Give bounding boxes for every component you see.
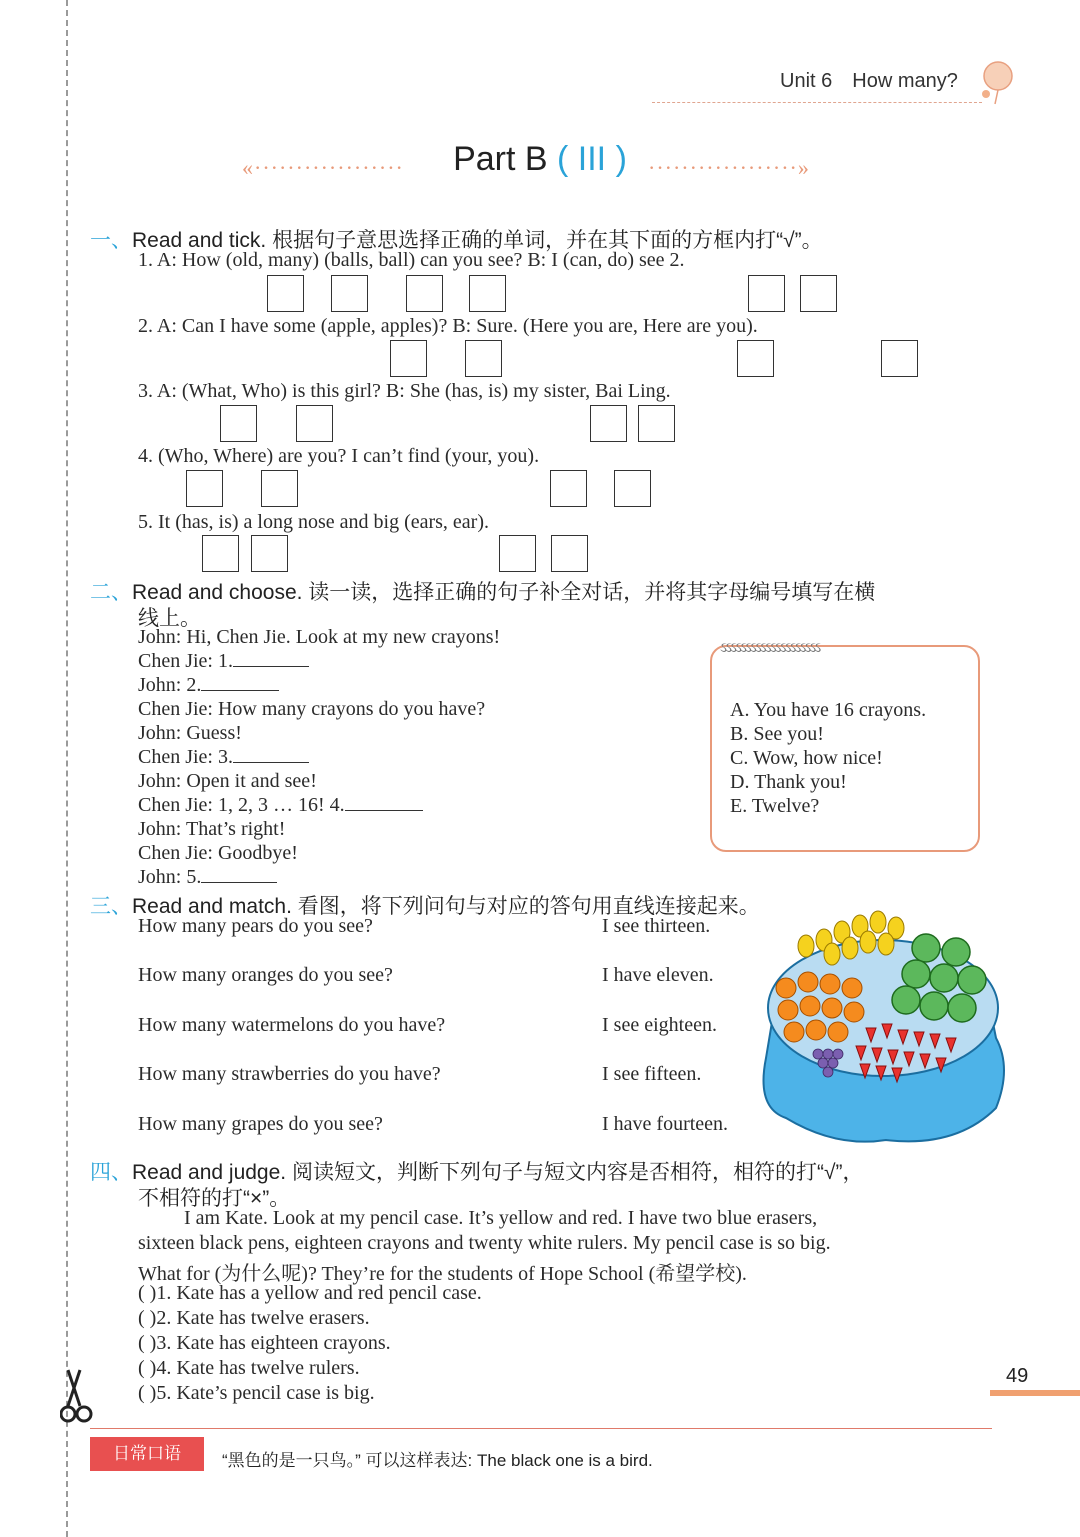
- question-pears[interactable]: How many pears do you see?: [138, 915, 373, 937]
- judge-statement[interactable]: ( )1. Kate has a yellow and red pencil case.: [138, 1282, 482, 1304]
- tick-box[interactable]: [499, 535, 536, 572]
- dialog-line: John: Open it and see!: [138, 770, 317, 792]
- tick-box[interactable]: [737, 340, 774, 377]
- answer-blank[interactable]: [233, 666, 309, 667]
- tick-box[interactable]: [406, 275, 443, 312]
- dialog-line: Chen Jie: Goodbye!: [138, 842, 298, 864]
- daily-phrase-text: “黑色的是一只鸟。” 可以这样表达: The black one is a bird.: [222, 1451, 653, 1470]
- s1-item-5: 5. It (has, is) a long nose and big (ears, ear).: [138, 511, 489, 533]
- dialog-line: John: 2.: [138, 674, 279, 697]
- daily-phrase-tag: 日常口语: [90, 1437, 204, 1471]
- part-title: Part B ( III ): [453, 140, 627, 178]
- passage-line: What for (为什么呢)? They’re for the students of Hope School (希望学校).: [138, 1263, 747, 1285]
- title-decoration-right: ··················»: [648, 155, 810, 180]
- title-decoration-left: «··················: [242, 155, 404, 180]
- balloon-icon: [978, 58, 1018, 106]
- passage-line: sixteen black pens, eighteen crayons and twenty white rulers. My pencil case is so big.: [138, 1232, 831, 1254]
- tick-box[interactable]: [800, 275, 837, 312]
- cut-line: [66, 0, 68, 1537]
- option-c: C. Wow, how nice!: [730, 747, 883, 769]
- tick-box[interactable]: [638, 405, 675, 442]
- answer-blank[interactable]: [233, 762, 309, 763]
- tick-box[interactable]: [590, 405, 627, 442]
- part-roman: ( III ): [557, 140, 627, 178]
- header-rule: [652, 96, 982, 103]
- section-3-heading: 三、Read and match. 看图，将下列问句与对应的答句用直线连接起来。: [90, 894, 760, 918]
- answer-item[interactable]: I have fourteen.: [602, 1113, 729, 1135]
- page-number: 49: [1006, 1365, 1029, 1387]
- tick-box[interactable]: [267, 275, 304, 312]
- option-e: E. Twelve?: [730, 795, 820, 817]
- judge-statement[interactable]: ( )3. Kate has eighteen crayons.: [138, 1332, 391, 1354]
- dialog-line: John: Guess!: [138, 722, 242, 744]
- option-b: B. See you!: [730, 723, 824, 745]
- section-2-heading: 二、Read and choose. 读一读，选择正确的句子补全对话，并将其字母编号填写在横: [90, 580, 876, 604]
- question-strawberries[interactable]: How many strawberries do you have?: [138, 1063, 441, 1085]
- tick-box[interactable]: [469, 275, 506, 312]
- tick-box[interactable]: [186, 470, 223, 507]
- answer-item[interactable]: I see eighteen.: [602, 1014, 717, 1036]
- dialog-line: John: 5.: [138, 866, 277, 889]
- tick-box[interactable]: [220, 405, 257, 442]
- fruit-table-illustration: [756, 908, 1010, 1153]
- s1-item-4: 4. (Who, Where) are you? I can’t find (your, you).: [138, 445, 540, 467]
- dialog-line: Chen Jie: 1, 2, 3 … 16! 4.: [138, 794, 423, 817]
- judge-statement[interactable]: ( )2. Kate has twelve erasers.: [138, 1307, 370, 1329]
- spiral-binding-icon: ઽઽઽઽઽઽઽઽઽઽઽઽઽઽઽઽઽઽઽઽ: [720, 641, 820, 656]
- s1-item-3: 3. A: (What, Who) is this girl? B: She (has, is) my sister, Bai Ling.: [138, 380, 671, 402]
- answer-item[interactable]: I see fifteen.: [602, 1063, 702, 1085]
- answer-item[interactable]: I see thirteen.: [602, 915, 711, 937]
- question-watermelons[interactable]: How many watermelons do you have?: [138, 1014, 446, 1036]
- dialog-line: Chen Jie: 3.: [138, 746, 309, 769]
- answer-item[interactable]: I have eleven.: [602, 964, 714, 986]
- tick-box[interactable]: [331, 275, 368, 312]
- tick-box[interactable]: [261, 470, 298, 507]
- dialog-line: John: That’s right!: [138, 818, 286, 840]
- dialog-line: John: Hi, Chen Jie. Look at my new crayons!: [138, 626, 501, 648]
- unit-label: Unit 6: [780, 70, 833, 92]
- tick-box[interactable]: [296, 405, 333, 442]
- tick-box[interactable]: [202, 535, 239, 572]
- answer-blank[interactable]: [201, 690, 279, 691]
- unit-title: How many?: [852, 70, 958, 92]
- scissors-icon: [60, 1368, 100, 1428]
- option-d: D. Thank you!: [730, 771, 847, 793]
- tick-box[interactable]: [881, 340, 918, 377]
- judge-statement[interactable]: ( )4. Kate has twelve rulers.: [138, 1357, 360, 1379]
- options-list: [730, 698, 926, 818]
- tick-box[interactable]: [551, 535, 588, 572]
- tick-box[interactable]: [465, 340, 502, 377]
- tick-box[interactable]: [614, 470, 651, 507]
- dialog-line: Chen Jie: How many crayons do you have?: [138, 698, 486, 720]
- judge-statement[interactable]: ( )5. Kate’s pencil case is big.: [138, 1382, 375, 1404]
- question-grapes[interactable]: How many grapes do you see?: [138, 1113, 383, 1135]
- tick-box[interactable]: [748, 275, 785, 312]
- section-4-heading-cont: 不相符的打“×”。: [138, 1187, 291, 1210]
- answer-blank[interactable]: [201, 882, 277, 883]
- tick-box[interactable]: [390, 340, 427, 377]
- dialog-line: Chen Jie: 1.: [138, 650, 309, 673]
- passage-line: I am Kate. Look at my pencil case. It’s yellow and red. I have two blue erasers,: [184, 1207, 818, 1229]
- page-number-bar: [990, 1390, 1080, 1396]
- section-4-heading: 四、Read and judge. 阅读短文，判断下列句子与短文内容是否相符，相符的打“√”，: [90, 1160, 864, 1184]
- footer-rule: [90, 1428, 992, 1429]
- tick-box[interactable]: [251, 535, 288, 572]
- section-2-heading-cont: 线上。: [138, 607, 201, 630]
- s1-item-1: 1. A: How (old, many) (balls, ball) can you see? B: I (can, do) see 2.: [138, 249, 685, 271]
- s1-item-2: 2. A: Can I have some (apple, apples)? B: Sure. (Here you are, Here are you).: [138, 315, 758, 337]
- tick-box[interactable]: [550, 470, 587, 507]
- question-oranges[interactable]: How many oranges do you see?: [138, 964, 393, 986]
- section-1-heading: 一、Read and tick. 根据句子意思选择正确的单词，并在其下面的方框内打“√”。: [90, 228, 823, 252]
- answer-blank[interactable]: [345, 810, 423, 811]
- option-a: A. You have 16 crayons.: [730, 699, 927, 721]
- unit-header: [780, 70, 958, 93]
